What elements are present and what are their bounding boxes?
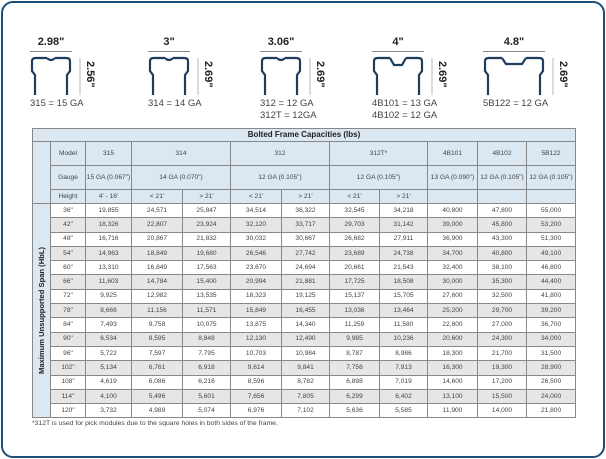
span-cell: 42" <box>51 218 86 232</box>
capacity-cell: 21,881 <box>282 275 330 289</box>
capacity-cell: 19,855 <box>86 204 132 218</box>
width-dimension-line <box>260 51 302 52</box>
capacity-cell: 36,700 <box>527 318 576 332</box>
capacity-cell: 32,545 <box>330 204 380 218</box>
capacity-cell: 28,900 <box>527 361 576 375</box>
capacity-cell: 11,580 <box>380 318 428 332</box>
capacity-cell: 11,603 <box>86 275 132 289</box>
model-312: 312 <box>231 142 330 166</box>
width-dimension: 2.98" <box>37 36 65 48</box>
capacity-cell: 7,756 <box>330 361 380 375</box>
model-4b101: 4B101 <box>428 142 478 166</box>
capacity-cell: 10,236 <box>380 332 428 346</box>
capacity-cell: 5,496 <box>132 389 183 403</box>
capacity-cell: 15,705 <box>380 289 428 303</box>
height-315: 4' - 16' <box>86 190 132 204</box>
capacity-cell: 23,924 <box>183 218 231 232</box>
capacity-cell: 17,200 <box>478 375 527 389</box>
height-314-gt: > 21' <box>183 190 231 204</box>
profile-label: 5B122 = 12 GA <box>483 98 549 109</box>
capacity-cell: 45,800 <box>478 218 527 232</box>
capacity-cell: 23,689 <box>330 246 380 260</box>
capacity-cell: 21,543 <box>380 261 428 275</box>
capacity-cell: 29,703 <box>330 218 380 232</box>
capacity-cell: 34,700 <box>428 246 478 260</box>
capacity-cell: 29,700 <box>478 304 527 318</box>
capacity-cell: 49,100 <box>527 246 576 260</box>
capacity-cell: 39,000 <box>428 218 478 232</box>
span-cell: 108" <box>51 375 86 389</box>
span-cell: 60" <box>51 261 86 275</box>
height-dimension: 2.69" <box>436 61 448 88</box>
height-5b122 <box>527 190 576 204</box>
table-title: Bolted Frame Capacities (lbs) <box>33 129 576 142</box>
capacity-cell: 8,782 <box>282 375 330 389</box>
capacity-cell: 51,300 <box>527 232 576 246</box>
capacity-cell: 7,656 <box>231 389 282 403</box>
capacity-cell: 14,963 <box>86 246 132 260</box>
capacity-cell: 8,848 <box>183 332 231 346</box>
side-label: Maximum Unsupported Span (HbL) <box>36 247 46 374</box>
profile-label: 314 = 14 GA <box>148 98 202 109</box>
gauge-314: 14 GA (0.070") <box>132 166 231 190</box>
capacity-cell: 27,742 <box>282 246 330 260</box>
capacity-cell: 7,597 <box>132 346 183 360</box>
capacity-cell: 44,400 <box>527 275 576 289</box>
capacity-cell: 18,300 <box>428 346 478 360</box>
width-dimension: 3" <box>163 36 175 48</box>
capacity-cell: 11,900 <box>428 404 478 418</box>
span-cell: 54" <box>51 246 86 260</box>
capacity-cell: 12,982 <box>132 289 183 303</box>
capacity-table <box>32 128 576 418</box>
capacity-cell: 17,563 <box>183 261 231 275</box>
model-315: 315 <box>86 142 132 166</box>
capacity-cell: 4,619 <box>86 375 132 389</box>
capacity-cell: 6,976 <box>231 404 282 418</box>
capacity-cell: 25,847 <box>183 204 231 218</box>
frame-profile-4 <box>483 55 557 97</box>
capacity-cell: 20,867 <box>132 232 183 246</box>
model-312t: 312T* <box>330 142 428 166</box>
width-dimension-line <box>148 51 190 52</box>
capacity-cell: 9,985 <box>330 332 380 346</box>
table-row <box>33 204 576 218</box>
span-cell: 78" <box>51 304 86 318</box>
gauge-312t: 12 GA (0.105") <box>330 166 428 190</box>
height-dimension: 2.56" <box>84 61 96 88</box>
table-row <box>33 389 576 403</box>
frame-profile-1 <box>148 55 202 97</box>
profile-label: 315 = 15 GA <box>30 98 84 109</box>
capacity-cell: 13,875 <box>231 318 282 332</box>
capacity-cell: 31,142 <box>380 218 428 232</box>
capacity-cell: 40,800 <box>428 204 478 218</box>
width-dimension: 3.06" <box>267 36 295 48</box>
capacity-cell: 20,661 <box>330 261 380 275</box>
capacity-cell: 14,000 <box>478 404 527 418</box>
capacity-cell: 13,464 <box>380 304 428 318</box>
capacity-cell: 18,323 <box>231 289 282 303</box>
capacity-cell: 20,994 <box>231 275 282 289</box>
capacity-cell: 8,596 <box>231 375 282 389</box>
capacity-cell: 26,546 <box>231 246 282 260</box>
capacity-cell: 35,300 <box>478 275 527 289</box>
model-4b102: 4B102 <box>478 142 527 166</box>
capacity-cell: 15,137 <box>330 289 380 303</box>
span-cell: 72" <box>51 289 86 303</box>
capacity-cell: 13,100 <box>428 389 478 403</box>
capacity-cell: 23,670 <box>231 261 282 275</box>
width-dimension: 4" <box>392 36 404 48</box>
table-row <box>33 404 576 418</box>
capacity-cell: 14,784 <box>132 275 183 289</box>
capacity-cell: 3,732 <box>86 404 132 418</box>
capacity-cell: 6,402 <box>380 389 428 403</box>
table-row <box>33 304 576 318</box>
capacity-cell: 4,989 <box>132 404 183 418</box>
gauge-label: Gauge <box>51 166 86 190</box>
capacity-cell: 5,636 <box>330 404 380 418</box>
height-312t-gt: > 21' <box>380 190 428 204</box>
frame-profile-3 <box>372 55 436 97</box>
capacity-cell: 55,000 <box>527 204 576 218</box>
frame-profile-2 <box>260 55 314 97</box>
capacity-cell: 17,725 <box>330 275 380 289</box>
capacity-cell: 8,595 <box>132 332 183 346</box>
capacity-cell: 22,800 <box>428 318 478 332</box>
capacity-cell: 24,694 <box>282 261 330 275</box>
table-row <box>33 246 576 260</box>
model-5b122: 5B122 <box>527 142 576 166</box>
capacity-cell: 24,000 <box>527 389 576 403</box>
capacity-cell: 12,130 <box>231 332 282 346</box>
capacity-cell: 8,787 <box>330 346 380 360</box>
height-dimension: 2.69" <box>314 61 326 88</box>
capacity-cell: 8,666 <box>86 304 132 318</box>
capacity-cell: 7,795 <box>183 346 231 360</box>
capacity-cell: 9,614 <box>231 361 282 375</box>
capacity-cell: 26,682 <box>330 232 380 246</box>
capacity-cell: 10,075 <box>183 318 231 332</box>
capacity-cell: 6,086 <box>132 375 183 389</box>
capacity-cell: 21,700 <box>478 346 527 360</box>
height-312-lt: < 21' <box>231 190 282 204</box>
capacity-cell: 19,680 <box>183 246 231 260</box>
capacity-cell: 9,758 <box>132 318 183 332</box>
capacity-cell: 15,849 <box>231 304 282 318</box>
capacity-cell: 19,125 <box>282 289 330 303</box>
span-cell: 90" <box>51 332 86 346</box>
table-row <box>33 346 576 360</box>
width-dimension-line <box>30 51 72 52</box>
profile-label: 4B101 = 13 GA <box>372 98 438 109</box>
gauge-5b122: 12 GA (0.105") <box>527 166 576 190</box>
span-cell: 36" <box>51 204 86 218</box>
model-label: Model <box>51 142 86 166</box>
capacity-cell: 21,832 <box>183 232 231 246</box>
capacity-cell: 33,717 <box>282 218 330 232</box>
span-cell: 120" <box>51 404 86 418</box>
capacity-cell: 53,200 <box>527 218 576 232</box>
capacity-cell: 15,500 <box>478 389 527 403</box>
capacity-cell: 22,807 <box>132 218 183 232</box>
capacity-cell: 20,600 <box>428 332 478 346</box>
height-dimension: 2.69" <box>202 61 214 88</box>
height-312-gt: > 21' <box>282 190 330 204</box>
capacity-cell: 6,898 <box>330 375 380 389</box>
table-row <box>33 375 576 389</box>
height-dimension: 2.69" <box>557 61 569 88</box>
capacity-cell: 38,100 <box>478 261 527 275</box>
span-cell: 84" <box>51 318 86 332</box>
frame-profile-icon <box>148 55 202 97</box>
capacity-cell: 11,259 <box>330 318 380 332</box>
capacity-cell: 30,667 <box>282 232 330 246</box>
capacity-cell: 7,019 <box>380 375 428 389</box>
capacity-cell: 10,984 <box>282 346 330 360</box>
span-cell: 102" <box>51 361 86 375</box>
capacity-cell: 21,800 <box>527 404 576 418</box>
capacity-cell: 14,340 <box>282 318 330 332</box>
frame-profile-0 <box>30 55 84 97</box>
capacity-cell: 16,300 <box>428 361 478 375</box>
height-312t-lt: < 21' <box>330 190 380 204</box>
width-dimension-line <box>372 51 424 52</box>
capacity-cell: 5,601 <box>183 389 231 403</box>
capacity-cell: 11,156 <box>132 304 183 318</box>
span-cell: 66" <box>51 275 86 289</box>
capacity-cell: 34,000 <box>527 332 576 346</box>
side-label-cell <box>33 204 50 417</box>
table-row <box>33 332 576 346</box>
capacity-cell: 9,841 <box>282 361 330 375</box>
capacity-cell: 18,326 <box>86 218 132 232</box>
table-row <box>33 232 576 246</box>
capacity-cell: 36,322 <box>282 204 330 218</box>
capacity-cell: 12,490 <box>282 332 330 346</box>
model-314: 314 <box>132 142 231 166</box>
capacity-cell: 25,200 <box>428 304 478 318</box>
capacity-cell: 24,738 <box>380 246 428 260</box>
capacity-cell: 19,300 <box>478 361 527 375</box>
side-header-blank <box>33 142 51 204</box>
capacity-cell: 27,911 <box>380 232 428 246</box>
capacity-cell: 16,455 <box>282 304 330 318</box>
capacity-cell: 5,134 <box>86 361 132 375</box>
capacity-cell: 6,216 <box>183 375 231 389</box>
width-dimension: 4.8" <box>503 36 525 48</box>
capacity-cell: 30,000 <box>428 275 478 289</box>
capacity-cell: 46,800 <box>527 261 576 275</box>
capacity-cell: 30,032 <box>231 232 282 246</box>
height-4b102 <box>478 190 527 204</box>
capacity-cell: 7,805 <box>282 389 330 403</box>
table-row <box>33 261 576 275</box>
capacity-cell: 7,913 <box>380 361 428 375</box>
capacity-cell: 16,849 <box>132 261 183 275</box>
capacity-cell: 8,986 <box>380 346 428 360</box>
capacity-cell: 7,102 <box>282 404 330 418</box>
footnote: *312T is used for pick modules due to the square holes in both sides of the frame. <box>32 420 278 427</box>
table-row <box>33 289 576 303</box>
table-row <box>33 318 576 332</box>
capacity-cell: 6,761 <box>132 361 183 375</box>
capacity-cell: 7,493 <box>86 318 132 332</box>
capacity-cell: 36,900 <box>428 232 478 246</box>
height-4b101 <box>428 190 478 204</box>
capacity-cell: 39,200 <box>527 304 576 318</box>
frame-profile-icon <box>260 55 314 97</box>
capacity-cell: 11,571 <box>183 304 231 318</box>
frame-profile-icon <box>372 55 436 97</box>
gauge-4b101: 13 GA (0.090") <box>428 166 478 190</box>
table-row <box>33 361 576 375</box>
frame-profile-icon <box>30 55 84 97</box>
capacity-cell: 47,800 <box>478 204 527 218</box>
span-cell: 114" <box>51 389 86 403</box>
capacity-cell: 40,800 <box>478 246 527 260</box>
capacity-cell: 32,120 <box>231 218 282 232</box>
capacity-cell: 6,534 <box>86 332 132 346</box>
height-314-lt: < 21' <box>132 190 183 204</box>
profile-label: 312 = 12 GA <box>260 98 314 109</box>
gauge-315: 15 GA (0.067") <box>86 166 132 190</box>
capacity-cell: 14,600 <box>428 375 478 389</box>
capacity-cell: 15,400 <box>183 275 231 289</box>
capacity-cell: 31,500 <box>527 346 576 360</box>
table-row <box>33 275 576 289</box>
capacity-cell: 27,600 <box>428 289 478 303</box>
gauge-4b102: 12 GA (0.105") <box>478 166 527 190</box>
table-row <box>33 218 576 232</box>
span-cell: 96" <box>51 346 86 360</box>
capacity-cell: 4,100 <box>86 389 132 403</box>
capacity-cell: 13,036 <box>330 304 380 318</box>
capacity-cell: 34,514 <box>231 204 282 218</box>
capacity-cell: 6,918 <box>183 361 231 375</box>
capacity-cell: 5,074 <box>183 404 231 418</box>
capacity-cell: 18,849 <box>132 246 183 260</box>
capacity-cell: 5,722 <box>86 346 132 360</box>
capacity-cell: 13,535 <box>183 289 231 303</box>
capacity-cell: 26,500 <box>527 375 576 389</box>
frame-profile-icon <box>483 55 557 97</box>
capacity-cell: 9,925 <box>86 289 132 303</box>
capacity-cell: 24,300 <box>478 332 527 346</box>
capacity-cell: 24,571 <box>132 204 183 218</box>
capacity-cell: 16,716 <box>86 232 132 246</box>
span-cell: 48" <box>51 232 86 246</box>
profile-label: 4B102 = 12 GA <box>372 110 438 121</box>
capacity-cell: 34,218 <box>380 204 428 218</box>
capacity-cell: 5,585 <box>380 404 428 418</box>
profile-label: 312T = 12GA <box>260 110 317 121</box>
capacity-cell: 10,703 <box>231 346 282 360</box>
capacity-cell: 32,400 <box>428 261 478 275</box>
height-label: Height <box>51 190 86 204</box>
capacity-cell: 27,000 <box>478 318 527 332</box>
capacity-cell: 13,310 <box>86 261 132 275</box>
capacity-cell: 6,299 <box>330 389 380 403</box>
capacity-cell: 18,508 <box>380 275 428 289</box>
gauge-312: 12 GA (0.105") <box>231 166 330 190</box>
capacity-cell: 43,300 <box>478 232 527 246</box>
capacity-cell: 41,800 <box>527 289 576 303</box>
capacity-cell: 32,500 <box>478 289 527 303</box>
width-dimension-line <box>483 51 545 52</box>
